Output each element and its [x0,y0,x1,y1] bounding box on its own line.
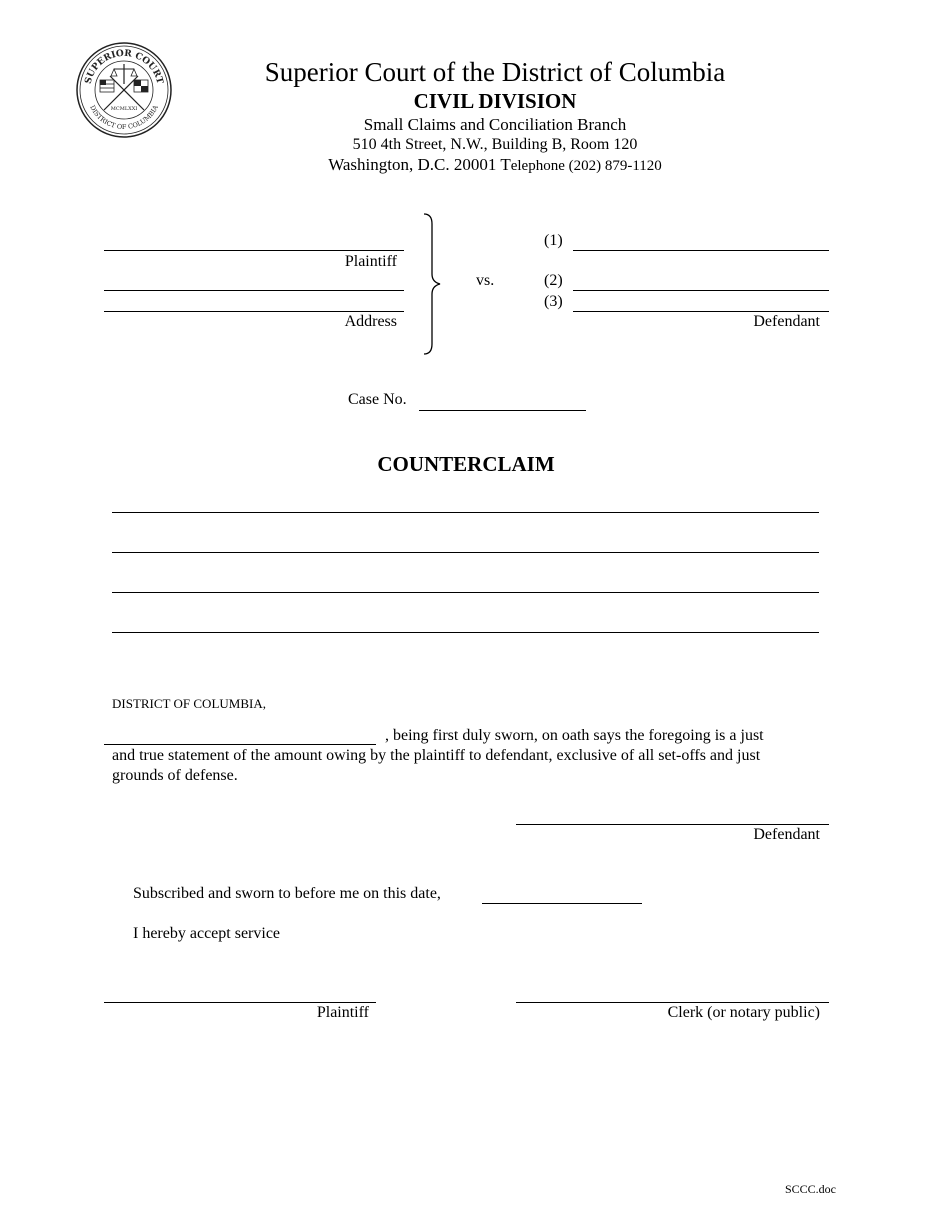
defendant-line-2[interactable] [573,290,829,291]
doc-id: SCCC.doc [785,1182,837,1196]
court-city: Washington, D.C. 20001 [328,155,497,174]
plaintiff-address-line-1[interactable] [104,290,404,291]
counterclaim-line-2[interactable] [112,552,819,553]
sworn-text-1: , being first duly sworn, on oath says the foregoing is a just [385,727,764,744]
counterclaim-line-3[interactable] [112,592,819,593]
counterclaim-line-1[interactable] [112,512,819,513]
court-telephone: elephone (202) 879-1120 [510,158,662,174]
affiant-name-line[interactable] [104,744,376,745]
defendant-signature-line[interactable] [516,824,829,825]
subscribed-text: Subscribed and sworn to before me on this date, [133,885,441,902]
case-no-line[interactable] [419,410,586,411]
caption-brace [420,212,444,356]
defendant-line-3[interactable] [573,311,829,312]
plaintiff-signature-label: Plaintiff [316,1004,369,1021]
sworn-text-2: and true statement of the amount owing by the plaintiff to defendant, exclusive of all set-offs and just [112,747,761,764]
plaintiff-signature-line[interactable] [104,1002,376,1003]
address-label: Address [344,313,397,330]
accept-service-text: I hereby accept service [133,925,281,942]
plaintiff-address-line-2[interactable] [104,311,404,312]
court-address: 510 4th Street, N.W., Building B, Room 120 [352,136,638,153]
defendant-line-1[interactable] [573,250,829,251]
defendant-label: Defendant [753,313,820,330]
clerk-signature-label: Clerk (or notary public) [667,1004,820,1021]
plaintiff-name-line[interactable] [104,250,404,251]
court-seal [74,40,174,140]
counterclaim-line-4[interactable] [112,632,819,633]
defendant-number-3: (3) [544,293,563,310]
seal-bottom-text: DISTRICT OF COLUMBIA [88,103,160,132]
defendant-number-2: (2) [544,272,563,289]
vs-label: vs. [476,272,495,289]
subscribed-date-line[interactable] [482,903,642,904]
court-name: Superior Court of the District of Columbia [264,57,726,87]
seal-date: MCMLXXI [110,106,138,112]
case-no-label: Case No. [348,391,407,408]
jurisdiction-label: DISTRICT OF COLUMBIA, [112,696,266,711]
seal-top-text: SUPERIOR COURT [83,48,165,86]
telephone-prefix: T [500,155,511,174]
plaintiff-label: Plaintiff [344,253,397,270]
defendant-number-1: (1) [544,232,563,249]
clerk-signature-line[interactable] [516,1002,829,1003]
branch-name: Small Claims and Conciliation Branch [363,115,627,134]
sworn-text-3: grounds of defense. [112,767,238,784]
form-title: COUNTERCLAIM [377,452,555,476]
defendant-signature-label: Defendant [753,826,820,843]
court-city-phone [160,155,830,175]
division-title: CIVIL DIVISION [413,89,577,113]
